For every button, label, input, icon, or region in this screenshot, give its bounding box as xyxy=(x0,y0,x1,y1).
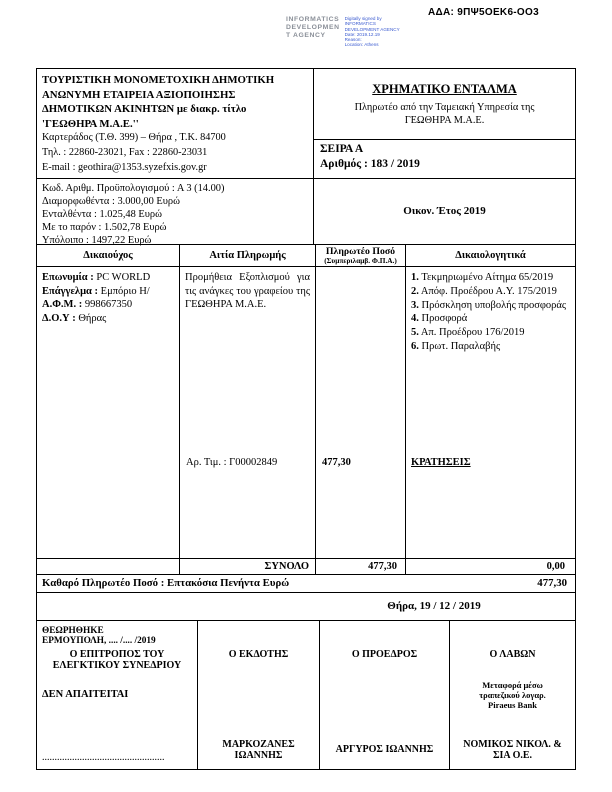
reason-cell xyxy=(179,267,315,558)
document-item-number: 6. xyxy=(411,340,419,352)
not-required-note: ΔΕΝ ΑΠΑΙΤΕΙΤΑΙ xyxy=(42,689,129,700)
warrant-payable-line: ΓΕΩΘΗΡΑ Μ.Α.Ε. xyxy=(404,115,485,126)
document-item-number: 3. xyxy=(411,299,419,311)
totals-amount: 477,30 xyxy=(315,559,405,574)
totals-label: ΣΥΝΟΛΟ xyxy=(179,559,315,574)
totals-deductions: 0,00 xyxy=(405,559,575,574)
warrant-payable-by xyxy=(314,101,575,127)
fiscal-year-cell xyxy=(313,179,575,244)
document-item xyxy=(411,326,570,340)
org-name-line: ΤΟΥΡΙΣΤΙΚΗ ΜΟΝΟΜΕΤΟΧΙΚΗ ΔΗΜΟΤΙΚΗ xyxy=(42,74,275,86)
receiver-name-line1: ΝΟΜΙΚΟΣ ΝΙΚΟΛ. & xyxy=(463,738,562,750)
digital-signature-stamp xyxy=(286,16,400,48)
totals-empty-cell xyxy=(37,559,179,574)
stamp-agency-line: INFORMATICS xyxy=(286,16,340,23)
payable-amount: 477,30 xyxy=(322,457,351,468)
warrant-table xyxy=(36,68,576,770)
beneficiary-taxoffice-value: Θήρας xyxy=(78,312,107,324)
stamp-sig-line: Reason: xyxy=(344,37,362,43)
budget-code: Κωδ. Αριθμ. Προϋπολογισμού : Α 3 (14.00) xyxy=(42,183,225,194)
ada-number: ΑΔΑ: 9ΠΨ5ΟΕΚ6-ΟΟ3 xyxy=(428,7,539,18)
beneficiary-vat-row xyxy=(42,298,174,312)
document-item-text: Απ. Προέδρου 176/2019 xyxy=(420,327,525,339)
budget-remaining: Υπόλοιπο : 1497,22 Ευρώ xyxy=(42,235,152,247)
document-item-text: Απόφ. Προέδρου Α.Υ. 175/2019 xyxy=(420,285,557,297)
totals-row xyxy=(37,559,575,575)
president-title: Ο ΠΡΟΕΔΡΟΣ xyxy=(351,649,418,660)
content-row xyxy=(37,267,575,559)
warrant-title-area xyxy=(314,69,575,139)
receiver-title: Ο ΛΑΒΩΝ xyxy=(489,649,536,660)
place-date: Θήρα, 19 / 12 / 2019 xyxy=(387,600,481,612)
beneficiary-vat-value: 998667350 xyxy=(84,299,133,311)
document-item xyxy=(411,271,570,285)
beneficiary-taxoffice-label: Δ.Ο.Υ : xyxy=(42,312,76,324)
issuer-name-line2: ΙΩΑΝΝΗΣ xyxy=(234,749,283,761)
beneficiary-taxoffice-row xyxy=(42,312,174,326)
header-beneficiary: Δικαιούχος xyxy=(83,250,133,261)
warrant-series-area xyxy=(314,139,575,178)
issuer-title: Ο ΕΚΔΟΤΗΣ xyxy=(228,649,289,660)
document-item-number: 4. xyxy=(411,313,419,325)
warrant-series: ΣΕΙΡΑ Α xyxy=(320,143,364,155)
net-payable-label: Καθαρό Πληρωτέο Ποσό : Επτακόσια Πενήντα Ευρώ xyxy=(42,577,290,589)
beneficiary-vat-label: Α.Φ.Μ. : xyxy=(42,299,83,311)
document-item-number: 5. xyxy=(411,327,419,339)
header-documents: Δικαιολογητικά xyxy=(405,245,575,266)
beneficiary-profession-row xyxy=(42,285,174,299)
warrant-title: ΧΡΗΜΑΤΙΚΟ ΕΝΤΑΛΜΑ xyxy=(372,82,517,96)
header-reason: Αιτία Πληρωμής xyxy=(179,245,315,266)
document-item-number: 1. xyxy=(411,272,419,283)
beneficiary-name-row xyxy=(42,271,174,285)
document-item-text: Τεκμηριωμένο Αίτημα 65/2019 xyxy=(421,272,554,283)
president-name: ΑΡΓΥΡΟΣ ΙΩΑΝΝΗΣ xyxy=(335,743,434,755)
beneficiary-profession-value: Εμπόριο Η/ xyxy=(100,285,150,297)
approved-place-date: ΕΡΜΟΥΠΟΛΗ, .... /.... /2019 xyxy=(42,636,156,646)
stamp-sig-line: INFORMATICS xyxy=(344,21,376,27)
document-item-text: Πρόσκληση υποβολής προσφοράς xyxy=(421,299,567,311)
beneficiary-name-value: PC WORLD xyxy=(96,272,151,283)
signature-dotted-line: ................................................. xyxy=(42,752,165,763)
stamp-signature-details xyxy=(345,16,400,48)
approved-stamp-line: ΘΕΩΡΗΘΗΚΕ xyxy=(42,626,104,636)
commissioner-cell xyxy=(37,621,197,769)
net-payable-row xyxy=(37,575,575,593)
org-address: Καρτεράδος (Τ.Θ. 399) – Θήρα , Τ.Κ. 84700 xyxy=(42,132,226,144)
budget-block xyxy=(37,179,313,247)
invoice-reference: Αρ. Τιμ. : Γ00002849 xyxy=(186,457,278,468)
stamp-sig-line: Digitally signed by xyxy=(344,16,382,21)
net-payable-amount: 477,30 xyxy=(537,577,567,589)
stamp-agency-line: T AGENCY xyxy=(286,32,326,39)
document-item-text: Προσφορά xyxy=(421,313,468,325)
stamp-sig-line: DEVELOPMENT AGENCY xyxy=(344,26,400,32)
signatures-row xyxy=(37,621,575,769)
documents-cell xyxy=(405,267,575,558)
warrant-title-block xyxy=(313,69,575,178)
payment-reason: Προμήθεια Εξοπλισμού για τις ανάγκες του γραφείου της ΓΕΩΘΗΡΑ Μ.Α.Ε. xyxy=(185,272,310,311)
org-phone-fax: Τηλ. : 22860-23021, Fax : 22860-23031 xyxy=(42,146,208,158)
receiver-method-line1: Μεταφορά μέσω xyxy=(482,680,543,690)
beneficiary-profession-label: Επάγγελμα : xyxy=(42,285,99,297)
fiscal-year: Οικον. Έτος 2019 xyxy=(403,205,486,217)
document-item-number: 2. xyxy=(411,285,419,297)
document-item xyxy=(411,312,570,326)
stamp-agency-line: DEVELOPMEN xyxy=(286,24,340,31)
budget-allocated: Διαμορφωθέντα : 3.000,00 Ευρώ xyxy=(42,196,180,208)
warrant-number: Αριθμός : 183 / 2019 xyxy=(320,158,420,170)
commissioner-title-line1: Ο ΕΠΙΤΡΟΠΟΣ ΤΟΥ xyxy=(69,649,165,660)
column-header-row xyxy=(37,245,575,267)
header-row xyxy=(37,69,575,179)
receiver-method-line3: Piraeus Bank xyxy=(488,700,537,710)
document-item-text: Πρωτ. Παραλαβής xyxy=(421,340,501,352)
organization-block xyxy=(37,69,313,178)
issuer-cell xyxy=(197,621,319,769)
receiver-name-line2: ΣΙΑ Ο.Ε. xyxy=(492,749,533,761)
stamp-agency-name xyxy=(286,16,340,48)
budget-warranted: Ενταλθέντα : 1.025,48 Ευρώ xyxy=(42,209,162,221)
issuer-name-line1: ΜΑΡΚΟΖΑΝΕΣ xyxy=(222,738,295,750)
receiver-cell xyxy=(449,621,575,769)
header-amount xyxy=(315,245,405,266)
header-amount-line1: Πληρωτέο Ποσό xyxy=(325,246,396,257)
org-name-line: ΑΝΩΝΥΜΗ ΕΤΑΙΡΕΙΑ ΑΞΙΟΠΟΙΗΣΗΣ xyxy=(42,88,236,101)
deductions-heading: ΚΡΑΤΗΣΕΙΣ xyxy=(411,457,471,468)
document-item xyxy=(411,340,570,354)
president-cell xyxy=(319,621,449,769)
document-item xyxy=(411,285,570,299)
beneficiary-cell xyxy=(37,267,179,558)
org-email: E-mail : geothira@1353.syzefxis.gov.gr xyxy=(42,161,207,173)
amount-cell xyxy=(315,267,405,558)
header-amount-line2: (Συμπεριλαμβ. Φ.Π.Α.) xyxy=(324,256,397,265)
org-name-line: ΔΗΜΟΤΙΚΩΝ ΑΚΙΝΗΤΩΝ με διακρ. τίτλο xyxy=(42,103,247,116)
stamp-sig-line: Location: Athens xyxy=(344,42,379,48)
org-name-line: 'ΓΕΩΘΗΡΑ Μ.Α.Ε.'' xyxy=(42,117,139,130)
date-row xyxy=(37,593,575,621)
receiver-method-line2: τραπεζικού λογαρ. xyxy=(479,690,546,700)
budget-row xyxy=(37,179,575,245)
document-item xyxy=(411,299,570,313)
commissioner-title-line2: ΕΛΕΓΚΤΙΚΟΥ ΣΥΝΕΔΡΙΟΥ xyxy=(52,660,182,671)
stamp-sig-line: Date: 2019.12.19 xyxy=(344,31,380,37)
budget-current: Με το παρόν : 1.502,78 Ευρώ xyxy=(42,222,167,234)
beneficiary-name-label: Επωνυμία : xyxy=(42,272,94,283)
warrant-payable-line: Πληρωτέο από την Ταμειακή Υπηρεσία της xyxy=(354,102,535,113)
